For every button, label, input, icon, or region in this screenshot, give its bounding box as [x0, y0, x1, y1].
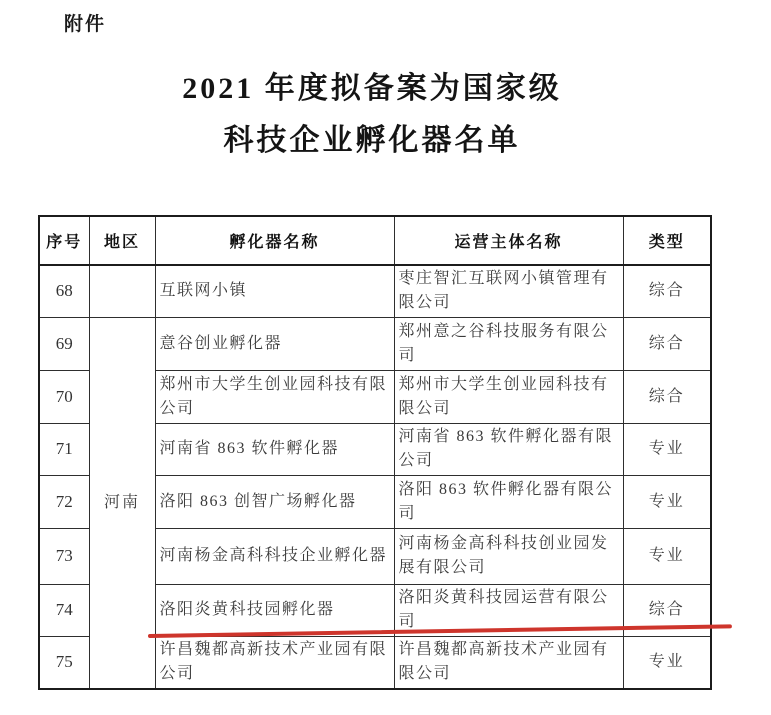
cell-incubator: 郑州市大学生创业园科技有限公司: [155, 370, 394, 423]
cell-incubator: 互联网小镇: [155, 265, 394, 317]
cell-no: 73: [39, 528, 89, 584]
cell-no: 72: [39, 475, 89, 528]
cell-operator: 许昌魏都高新技术产业园有限公司: [394, 636, 623, 689]
cell-no: 75: [39, 636, 89, 689]
cell-incubator: 洛阳炎黄科技园孵化器: [155, 584, 394, 636]
cell-type: 综合: [623, 584, 711, 636]
header-no: 序号: [39, 216, 89, 265]
cell-type: 综合: [623, 370, 711, 423]
cell-operator: 河南杨金高科科技创业园发展有限公司: [394, 528, 623, 584]
incubator-table: [38, 215, 712, 690]
cell-no: 70: [39, 370, 89, 423]
cell-type: 专业: [623, 528, 711, 584]
cell-incubator: 河南杨金高科科技企业孵化器: [155, 528, 394, 584]
header-type: 类型: [623, 216, 711, 265]
page-title-line1: 2021 年度拟备案为国家级: [182, 72, 562, 105]
cell-type: 专业: [623, 475, 711, 528]
cell-incubator: 洛阳 863 创智广场孵化器: [155, 475, 394, 528]
page-title-line2: 科技企业孵化器名单: [223, 124, 521, 157]
cell-type: 综合: [623, 317, 711, 370]
cell-no: 71: [39, 423, 89, 475]
cell-region-merged: 河南: [89, 317, 155, 689]
cell-no: 69: [39, 317, 89, 370]
cell-no: 68: [39, 265, 89, 317]
cell-operator: 枣庄智汇互联网小镇管理有限公司: [394, 265, 623, 317]
cell-operator: 郑州市大学生创业园科技有限公司: [394, 370, 623, 423]
table-header-row: [39, 216, 711, 265]
attachment-label: 附件: [64, 14, 107, 35]
cell-incubator: 意谷创业孵化器: [155, 317, 394, 370]
cell-operator: 河南省 863 软件孵化器有限公司: [394, 423, 623, 475]
header-operator: 运营主体名称: [394, 216, 623, 265]
header-incubator: 孵化器名称: [155, 216, 394, 265]
header-region: 地区: [89, 216, 155, 265]
cell-region-empty: [89, 265, 155, 317]
cell-type: 综合: [623, 265, 711, 317]
cell-operator: 洛阳炎黄科技园运营有限公司: [394, 584, 623, 636]
cell-type: 专业: [623, 423, 711, 475]
cell-operator: 郑州意之谷科技服务有限公司: [394, 317, 623, 370]
cell-incubator: 许昌魏都高新技术产业园有限公司: [155, 636, 394, 689]
table-row: [39, 265, 711, 317]
cell-type: 专业: [623, 636, 711, 689]
cell-operator: 洛阳 863 软件孵化器有限公司: [394, 475, 623, 528]
table-row: [39, 317, 711, 370]
cell-no: 74: [39, 584, 89, 636]
page-title: [0, 63, 744, 167]
cell-incubator: 河南省 863 软件孵化器: [155, 423, 394, 475]
